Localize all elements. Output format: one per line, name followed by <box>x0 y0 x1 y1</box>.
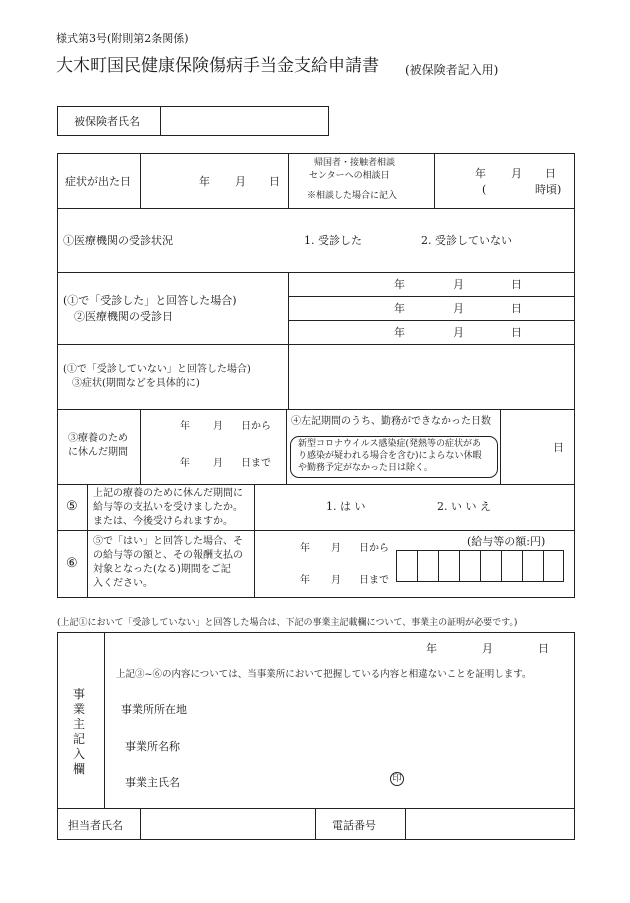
employer-date-field[interactable]: 年 月 日 <box>426 642 549 655</box>
phone-field[interactable] <box>407 810 573 838</box>
q5-text-2: 給与等の支払いを受けましたか。 <box>93 502 243 513</box>
employer-side-label-2: 業 <box>73 702 86 716</box>
employer-side-label-3: 主 <box>73 717 86 731</box>
seal-mark-icon: 印 <box>390 772 404 786</box>
q5-number: ⑤ <box>66 499 78 514</box>
insured-name-field[interactable] <box>162 108 326 134</box>
period-date-field[interactable]: 年 月 日から 年 月 日まで <box>180 421 271 469</box>
form-subtitle: (被保険者記入用) <box>405 63 499 77</box>
q6-period-field[interactable]: 年 月 日から 年 月 日まで <box>300 543 389 586</box>
q3-symptom-field[interactable] <box>289 345 574 408</box>
form-title: 大木町国民健康保険傷病手当金支給申請書 <box>56 56 379 76</box>
center-consult-label-2: センターへの相談日 <box>309 171 390 181</box>
employer-owner-name-field[interactable] <box>200 771 385 793</box>
q6-text-1: ⑤で「はい」と回答した場合、そ <box>93 536 243 547</box>
employer-office-name-field[interactable] <box>200 735 560 757</box>
q4-label: ④左記期間のうち、勤務ができなかった日数 <box>291 416 491 427</box>
employer-side-label-1: 事 <box>73 687 86 701</box>
q4-note-line-1: 新型コロナウイルス感染症(発熱等の症状があ <box>298 439 481 449</box>
employer-address-field[interactable] <box>200 698 560 720</box>
form-number: 様式第3号(附則第2条関係) <box>56 32 189 45</box>
q1-option-visited[interactable]: 1. 受診した <box>304 234 362 247</box>
q2-date-field-2[interactable]: 年 月 日 <box>394 302 522 315</box>
employer-side-label-6: 欄 <box>73 762 86 776</box>
employer-owner-name-label: 事業主氏名 <box>125 776 180 789</box>
q2-date-field-3[interactable]: 年 月 日 <box>394 326 522 339</box>
q6-text-3: 対象となった(なる)期間をご記 <box>93 564 231 575</box>
q2-date-field-1[interactable]: 年 月 日 <box>394 278 522 291</box>
q4-note-line-3: や勤務予定がなかった日は除く。 <box>298 463 433 473</box>
q5-option-no[interactable]: 2. い い え <box>437 500 491 513</box>
employer-notice: (上記①において「受診していない」と回答した場合は、下記の事業主記載欄について、事業主の証明が必要です。) <box>57 618 518 628</box>
q4-days-field[interactable]: 日 <box>553 441 564 454</box>
q2-label-condition: (①で「受診した」と回答した場合) <box>63 294 237 307</box>
q5-option-yes[interactable]: 1. は い <box>326 500 366 513</box>
q1-label: ①医療機関の受診状況 <box>63 234 173 247</box>
q2-label: ②医療機関の受診日 <box>74 310 173 323</box>
q3-label: ③症状(期間などを具体的に) <box>72 378 200 389</box>
q5-text-3: または、今後受けられますか。 <box>93 516 233 527</box>
q4-note-line-2: り感染が疑われる場合を含む)によらない休暇 <box>298 451 482 461</box>
center-consult-date-field[interactable]: 年 月 日 ( 時頃) <box>475 167 562 196</box>
contact-name-label: 担当者氏名 <box>68 819 123 832</box>
q6-number: ⑥ <box>66 556 78 571</box>
phone-label: 電話番号 <box>332 819 376 832</box>
employer-side-label-5: 入 <box>73 747 86 761</box>
period-label-1: ③療養のため <box>68 433 128 444</box>
employer-office-name-label: 事業所名称 <box>125 740 180 753</box>
q6-text-2: の給与等の額と、その報酬支払の <box>93 550 243 561</box>
period-label-2: に休んだ期間 <box>68 447 128 458</box>
contact-name-field[interactable] <box>142 810 313 838</box>
symptom-date-label: 症状が出た日 <box>65 175 131 188</box>
employer-side-label-4: 記 <box>73 732 86 746</box>
q3-label-condition: (①で「受診していない」と回答した場合) <box>63 364 251 375</box>
q5-text-1: 上記の療養のために休んだ期間に <box>93 488 243 499</box>
center-consult-label-1: 帰国者・接触者相談 <box>314 158 396 168</box>
employer-certification: 上記③~⑥の内容については、当事業所において把握している内容と相違ないことを証明します。 <box>116 669 532 680</box>
q1-option-not-visited[interactable]: 2. 受診していない <box>421 234 512 247</box>
q6-amount-label: (給与等の額:円) <box>467 535 546 548</box>
center-consult-note: ※相談した場合に記入 <box>307 191 398 201</box>
symptom-date-field[interactable]: 年 月 日 <box>199 175 280 188</box>
insured-name-label: 被保険者氏名 <box>74 115 140 128</box>
employer-address-label: 事業所所在地 <box>121 703 187 716</box>
q6-text-4: 入ください。 <box>93 578 153 589</box>
